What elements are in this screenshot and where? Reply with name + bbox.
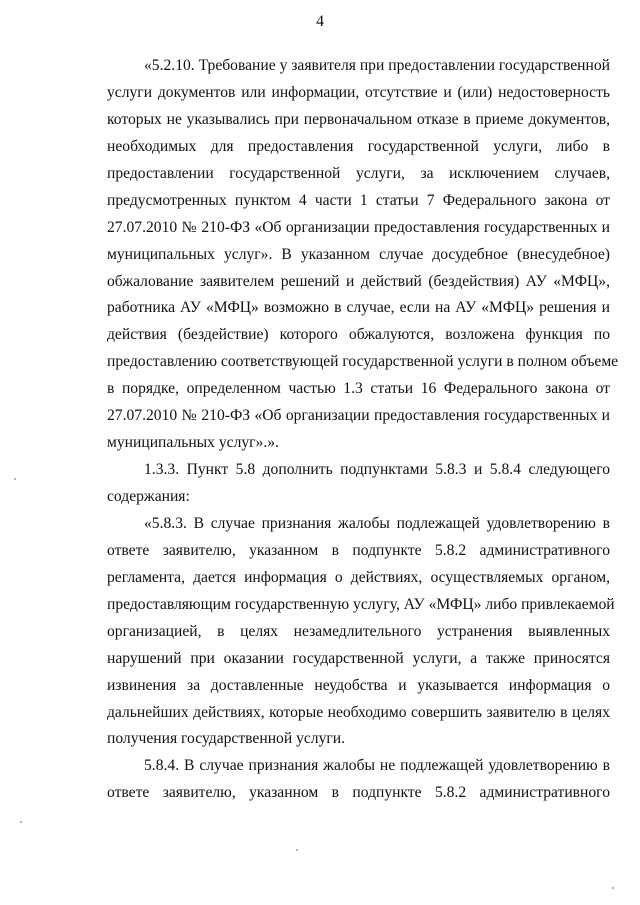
text-line: действия (бездействие) которого обжалуются, возложена функция по bbox=[107, 326, 610, 344]
scan-speck bbox=[612, 887, 614, 889]
text-line: ответе заявителю, указанном в подпункте 5.8.2 административного bbox=[107, 541, 610, 559]
text-line: услуги документов или информации, отсутствие и (или) недостоверность bbox=[107, 83, 610, 101]
text-line: «5.8.3. В случае признания жалобы подлежащей удовлетворению в bbox=[144, 514, 610, 532]
text-line: в порядке, определенном частью 1.3 статьи 16 Федерального закона от bbox=[107, 380, 610, 398]
text-line: предоставлению соответствующей государственной услуги в полном объеме bbox=[107, 353, 619, 371]
text-line: дальнейших действиях, которые необходимо совершить заявителю в целях bbox=[107, 703, 610, 721]
scan-speck bbox=[14, 478, 16, 480]
text-line: предоставлении государственной услуги, за исключением случаев, bbox=[107, 164, 610, 182]
text-line: 27.07.2010 № 210-ФЗ «Об организации предоставления государственных и bbox=[107, 407, 610, 425]
text-line: работника АУ «МФЦ» возможно в случае, если на АУ «МФЦ» решения и bbox=[107, 299, 610, 317]
page-number: 4 bbox=[316, 13, 324, 30]
text-line: предусмотренных пунктом 4 части 1 статьи 7 Федерального закона от bbox=[107, 191, 610, 209]
text-line: муниципальных услуг».». bbox=[107, 434, 279, 452]
text-line: организацией, в целях незамедлительного устранения выявленных bbox=[107, 622, 610, 640]
text-line: регламента, дается информация о действиях, осуществляемых органом, bbox=[107, 568, 610, 586]
text-line: обжалование заявителем решений и действий (бездействия) АУ «МФЦ», bbox=[107, 272, 610, 290]
text-line: «5.2.10. Требование у заявителя при предоставлении государственной bbox=[144, 57, 610, 74]
text-line: нарушений при оказании государственной услуги, а также приносятся bbox=[107, 649, 610, 667]
text-line: 5.8.4. В случае признания жалобы не подлежащей удовлетворению в bbox=[144, 757, 610, 775]
text-line: которых не указывались при первоначальном отказе в приеме документов, bbox=[107, 110, 610, 128]
text-line: 1.3.3. Пункт 5.8 дополнить подпунктами 5.8.3 и 5.8.4 следующего bbox=[144, 461, 610, 479]
text-line: муниципальных услуг». В указанном случае досудебное (внесудебное) bbox=[107, 245, 610, 263]
text-line: извинения за доставленные неудобства и указывается информация о bbox=[107, 676, 610, 694]
text-line: 27.07.2010 № 210-ФЗ «Об организации предоставления государственных и bbox=[107, 218, 610, 236]
scan-speck bbox=[296, 849, 298, 851]
text-line: предоставляющим государственную услугу, АУ «МФЦ» либо привлекаемой bbox=[107, 595, 615, 613]
text-line: получения государственной услуги. bbox=[107, 730, 346, 748]
text-line: ответе заявителю, указанном в подпункте 5.8.2 административного bbox=[107, 784, 610, 802]
scan-speck bbox=[20, 821, 22, 823]
text-line: содержания: bbox=[107, 488, 190, 505]
document-body bbox=[107, 53, 619, 807]
text-line: необходимых для предоставления государственной услуги, либо в bbox=[107, 137, 610, 155]
